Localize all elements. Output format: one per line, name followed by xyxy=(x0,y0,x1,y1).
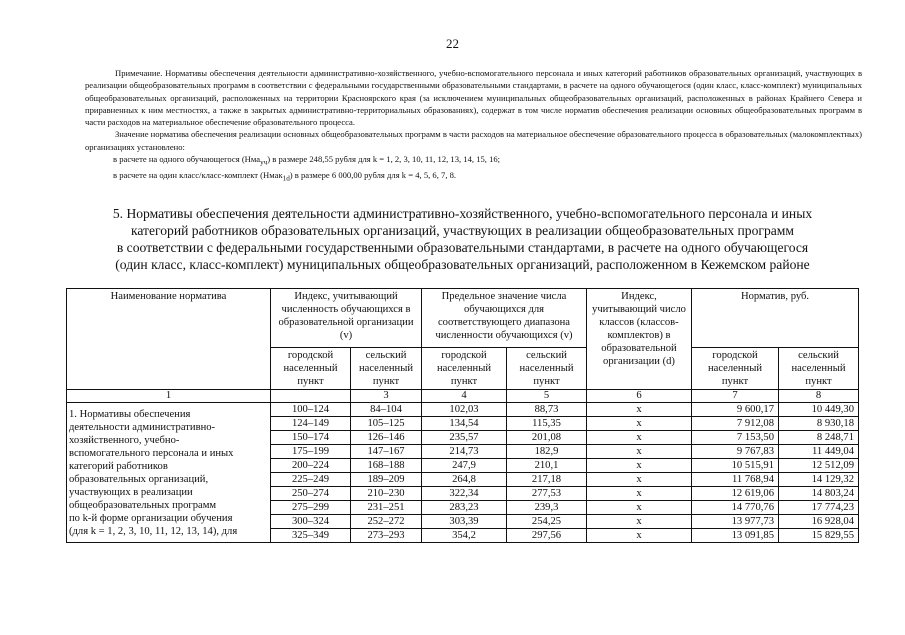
column-number: 4 xyxy=(422,390,507,403)
norm-rural-cell: 14 129,32 xyxy=(779,473,859,487)
limit-rural-cell: 115,35 xyxy=(507,417,587,431)
header-norm-rub: Норматив, руб. xyxy=(692,289,859,348)
index-d-cell: x xyxy=(587,515,692,529)
index-v-urban-cell: 275–299 xyxy=(271,501,351,515)
norm-name-line: участвующих в реализации xyxy=(69,486,193,498)
note xyxy=(85,67,862,185)
limit-urban-cell: 322,34 xyxy=(422,487,507,501)
page-number: 22 xyxy=(446,36,459,51)
header-urban: городской населенный пункт xyxy=(692,348,779,390)
limit-urban-cell: 134,54 xyxy=(422,417,507,431)
norm-urban-cell: 7 912,08 xyxy=(692,417,779,431)
norm-rural-cell: 8 248,71 xyxy=(779,431,859,445)
index-v-urban-cell: 150–174 xyxy=(271,431,351,445)
limit-rural-cell: 88,73 xyxy=(507,403,587,417)
header-rural: сельский населенный пункт xyxy=(779,348,859,390)
limit-rural-cell: 210,1 xyxy=(507,459,587,473)
column-number: 3 xyxy=(351,390,422,403)
norm-rural-cell: 14 803,24 xyxy=(779,487,859,501)
note-item-1-suffix: ) в размере 248,55 рубля для k = 1, 2, 3, 10, 11, 12, 13, 14, 15, 16; xyxy=(267,154,501,165)
index-v-rural-cell: 84–104 xyxy=(351,403,422,417)
index-v-rural-cell: 147–167 xyxy=(351,445,422,459)
limit-urban-cell: 303,39 xyxy=(422,515,507,529)
norms-table xyxy=(66,288,859,543)
note-item-per-class xyxy=(85,169,862,185)
norm-urban-cell: 12 619,06 xyxy=(692,487,779,501)
norm-rural-cell: 15 829,55 xyxy=(779,529,859,543)
index-d-cell: x xyxy=(587,473,692,487)
limit-urban-cell: 354,2 xyxy=(422,529,507,543)
column-number xyxy=(271,390,351,403)
index-d-cell: x xyxy=(587,529,692,543)
header-urban: городской населенный пункт xyxy=(271,348,351,390)
norm-urban-cell: 7 153,50 xyxy=(692,431,779,445)
index-d-cell: x xyxy=(587,431,692,445)
norm-name-line: (для k = 1, 2, 3, 10, 11, 12, 13, 14), для xyxy=(69,525,238,537)
limit-rural-cell: 182,9 xyxy=(507,445,587,459)
note-paragraph-1: Примечание. Нормативы обеспечения деятельности административно-хозяйственного, учебно-вспомогательного персонала и иных категорий работников образовательных организаций, участвующих в реализации общеобразовательных программ в соответствии с федеральными государственными образовательными стандартами, в расчете на одного обучающегося (один класс, класс-комплект) муниципальных общеобразовательных организаций, расположенных на территории Красноярского края (за исключением муниципальных общеобразовательных организаций, расположенных в районах Крайнего Севера и приравненных к ним местностях, а также в закрытых административно-территориальных образованиях), содержат в том числе норматив обеспечения реализации основных общеобразовательных программ в части расходов на материальное обеспечение образовательного процесса. xyxy=(85,68,862,128)
section-title-line: в соответствии с федеральными государственными образовательными стандартами, в расчете на одного обучающегося xyxy=(116,240,809,255)
limit-rural-cell: 277,53 xyxy=(507,487,587,501)
index-v-rural-cell: 252–272 xyxy=(351,515,422,529)
note-item-per-student xyxy=(85,153,862,169)
norm-name-line: хозяйственного, учебно- xyxy=(69,434,180,446)
index-d-cell: x xyxy=(587,459,692,473)
norm-rural-cell: 11 449,04 xyxy=(779,445,859,459)
norm-urban-cell: 13 977,73 xyxy=(692,515,779,529)
limit-rural-cell: 217,18 xyxy=(507,473,587,487)
header-norm-name: Наименование норматива xyxy=(67,289,271,390)
limit-rural-cell: 239,3 xyxy=(507,501,587,515)
norm-urban-cell: 9 767,83 xyxy=(692,445,779,459)
column-number: 6 xyxy=(587,390,692,403)
limit-rural-cell: 254,25 xyxy=(507,515,587,529)
header-urban: городской населенный пункт xyxy=(422,348,507,390)
norm-urban-cell: 13 091,85 xyxy=(692,529,779,543)
note-item-2-suffix: ) в размере 6 000,00 рубля для k = 4, 5, 6, 7, 8. xyxy=(289,170,457,181)
norm-name-line: 1. Нормативы обеспечения xyxy=(69,408,191,420)
index-v-urban-cell: 200–224 xyxy=(271,459,351,473)
norm-rural-cell: 17 774,23 xyxy=(779,501,859,515)
norm-rural-cell: 12 512,09 xyxy=(779,459,859,473)
index-v-rural-cell: 126–146 xyxy=(351,431,422,445)
norm-name-line: по k-й форме организации обучения xyxy=(69,512,233,524)
column-number: 8 xyxy=(779,390,859,403)
index-v-urban-cell: 300–324 xyxy=(271,515,351,529)
header-rural: сельский населенный пункт xyxy=(507,348,587,390)
norm-name-line: образовательных организаций, xyxy=(69,473,209,485)
note-item-2-subscript: 1d xyxy=(282,174,290,183)
section-title-line: 5. Нормативы обеспечения деятельности административно-хозяйственного, учебно-вспомогательного персонала и иных xyxy=(112,206,813,221)
header-rural: сельский населенный пункт xyxy=(351,348,422,390)
index-v-urban-cell: 175–199 xyxy=(271,445,351,459)
column-number: 7 xyxy=(692,390,779,403)
section-title-line: категорий работников образовательных организаций, участвующих в реализации общеобразовательных программ xyxy=(130,223,795,238)
note-item-1-prefix: в расчете на одного обучающегося (Нма xyxy=(113,154,261,165)
index-d-cell: x xyxy=(587,445,692,459)
norm-urban-cell: 11 768,94 xyxy=(692,473,779,487)
norm-rural-cell: 10 449,30 xyxy=(779,403,859,417)
norm-urban-cell: 9 600,17 xyxy=(692,403,779,417)
norm-name-line: вспомогательного персонала и иных xyxy=(69,447,234,459)
index-v-urban-cell: 225–249 xyxy=(271,473,351,487)
index-v-rural-cell: 189–209 xyxy=(351,473,422,487)
limit-urban-cell: 214,73 xyxy=(422,445,507,459)
limit-urban-cell: 102,03 xyxy=(422,403,507,417)
norm-urban-cell: 14 770,76 xyxy=(692,501,779,515)
note-item-2-prefix: в расчете на один класс/класс-комплект (Нмак xyxy=(113,170,283,181)
limit-urban-cell: 283,23 xyxy=(422,501,507,515)
index-v-rural-cell: 168–188 xyxy=(351,459,422,473)
index-d-cell: x xyxy=(587,417,692,431)
note-item-1-subscript: уч xyxy=(260,158,268,167)
index-d-cell: x xyxy=(587,501,692,515)
index-v-rural-cell: 105–125 xyxy=(351,417,422,431)
limit-urban-cell: 247,9 xyxy=(422,459,507,473)
header-index-d: Индекс, учитывающий число классов (классов-комплектов) в образовательной организации (d) xyxy=(587,289,692,390)
index-v-rural-cell: 231–251 xyxy=(351,501,422,515)
section-title-line: (один класс, класс-комплект) муниципальных общеобразовательных организаций, расположенном в Кежемском районе xyxy=(115,257,810,272)
index-v-urban-cell: 325–349 xyxy=(271,529,351,543)
limit-rural-cell: 297,56 xyxy=(507,529,587,543)
norm-name-line: категорий работников xyxy=(69,460,168,472)
column-number: 5 xyxy=(507,390,587,403)
note-paragraph-2: Значение норматива обеспечения реализации основных общеобразовательных программ в части расходов на материальное обеспечение образовательного процесса в образовательных (малокомплектных) организациях установлено: xyxy=(85,129,862,152)
index-v-rural-cell: 273–293 xyxy=(351,529,422,543)
section-title xyxy=(60,205,865,273)
norm-urban-cell: 10 515,91 xyxy=(692,459,779,473)
header-index-v: Индекс, учитывающий численность обучающихся в образовательной организации (v) xyxy=(271,289,422,348)
norm-name-cell xyxy=(67,403,271,543)
limit-urban-cell: 264,8 xyxy=(422,473,507,487)
index-v-urban-cell: 124–149 xyxy=(271,417,351,431)
norm-rural-cell: 8 930,18 xyxy=(779,417,859,431)
norm-rural-cell: 16 928,04 xyxy=(779,515,859,529)
norm-name-line: общеобразовательных программ xyxy=(69,499,217,511)
index-d-cell: x xyxy=(587,403,692,417)
index-v-urban-cell: 250–274 xyxy=(271,487,351,501)
limit-rural-cell: 201,08 xyxy=(507,431,587,445)
index-d-cell: x xyxy=(587,487,692,501)
limit-urban-cell: 235,57 xyxy=(422,431,507,445)
index-v-urban-cell: 100–124 xyxy=(271,403,351,417)
table-row xyxy=(67,403,859,417)
index-v-rural-cell: 210–230 xyxy=(351,487,422,501)
column-number: 1 xyxy=(67,390,271,403)
norm-name-line: деятельности административно- xyxy=(69,421,216,433)
header-limit-value: Предельное значение числа обучающихся для соответствующего диапазона численности обучающихся (v) xyxy=(422,289,587,348)
